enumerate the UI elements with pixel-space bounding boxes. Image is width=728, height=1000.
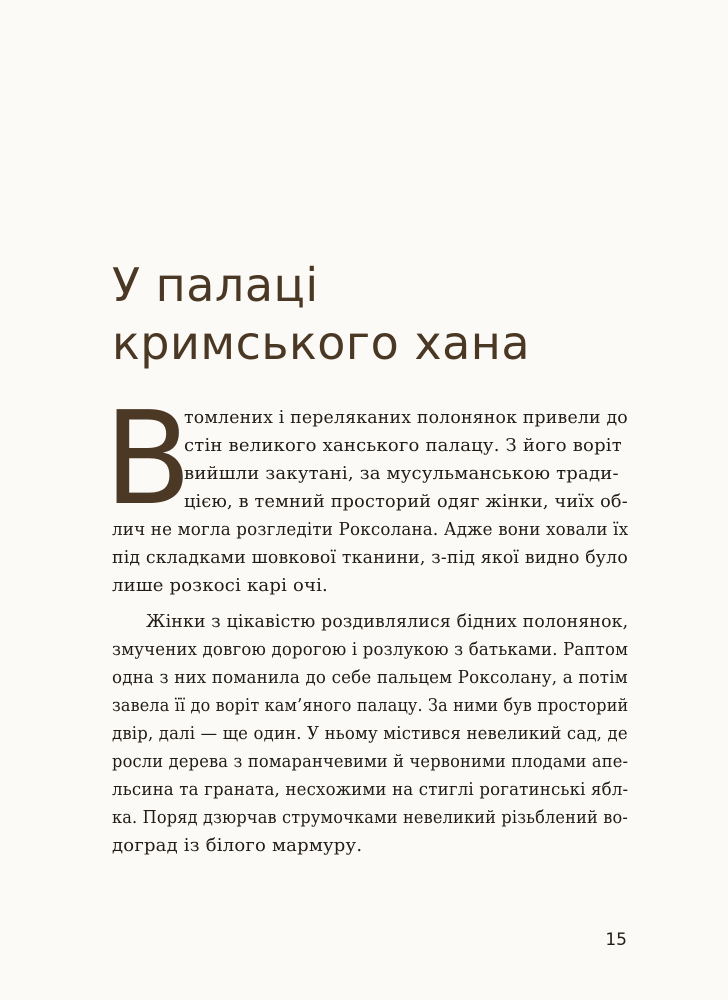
- paragraph-1-line-3: вийшли закутані, за мусульманською тради-: [184, 463, 619, 484]
- page-number: 15: [605, 930, 627, 950]
- paragraph-1-line-4: цією, в темний просторий одяг жінки, чиїх об-: [184, 491, 628, 512]
- chapter-title-line-2: кримського хана: [112, 316, 531, 370]
- paragraph-1-line-5: лич не могла розгледіти Роксолана. Адже вони ховали їх: [112, 519, 629, 540]
- paragraph-1-line-6: під складками шовкової тканини, з-під якої видно було: [112, 547, 628, 568]
- chapter-title: [112, 256, 530, 372]
- paragraph-2-line-7: льсина та граната, несхожими на стиглі рогатинські ябл-: [112, 779, 629, 800]
- drop-cap: В: [104, 385, 192, 534]
- paragraph-2-line-6: росли дерева з помаранчевими й червоними плодами апе-: [112, 751, 629, 772]
- paragraph-1-line-2: стін великого ханського палацу. З його воріт: [184, 435, 622, 456]
- chapter-title-line-1: У палаці: [112, 258, 319, 312]
- paragraph-1-line-7: лише розкосі карі очі.: [112, 575, 328, 596]
- paragraph-2-line-1: Жінки з цікавістю роздивлялися бідних полонянок,: [146, 611, 629, 632]
- paragraph-2-line-9: доград із білого мармуру.: [112, 835, 363, 856]
- paragraph-2-line-4: завела її до воріт кам’яного палацу. За ними був просторий: [112, 695, 629, 716]
- paragraph-2-line-2: змучених довгою дорогою і розлукою з батьками. Раптом: [112, 639, 629, 660]
- paragraph-2-line-3: одна з них поманила до себе пальцем Роксолану, а потім: [112, 667, 628, 688]
- paragraph-2-line-5: двір, далі — ще один. У ньому містився невеликий сад, де: [112, 723, 628, 744]
- paragraph-2-line-8: ка. Поряд дзюрчав струмочками невеликий різьблений во-: [112, 807, 629, 828]
- paragraph-1-line-1: томлених і переляканих полонянок привели до: [184, 407, 628, 428]
